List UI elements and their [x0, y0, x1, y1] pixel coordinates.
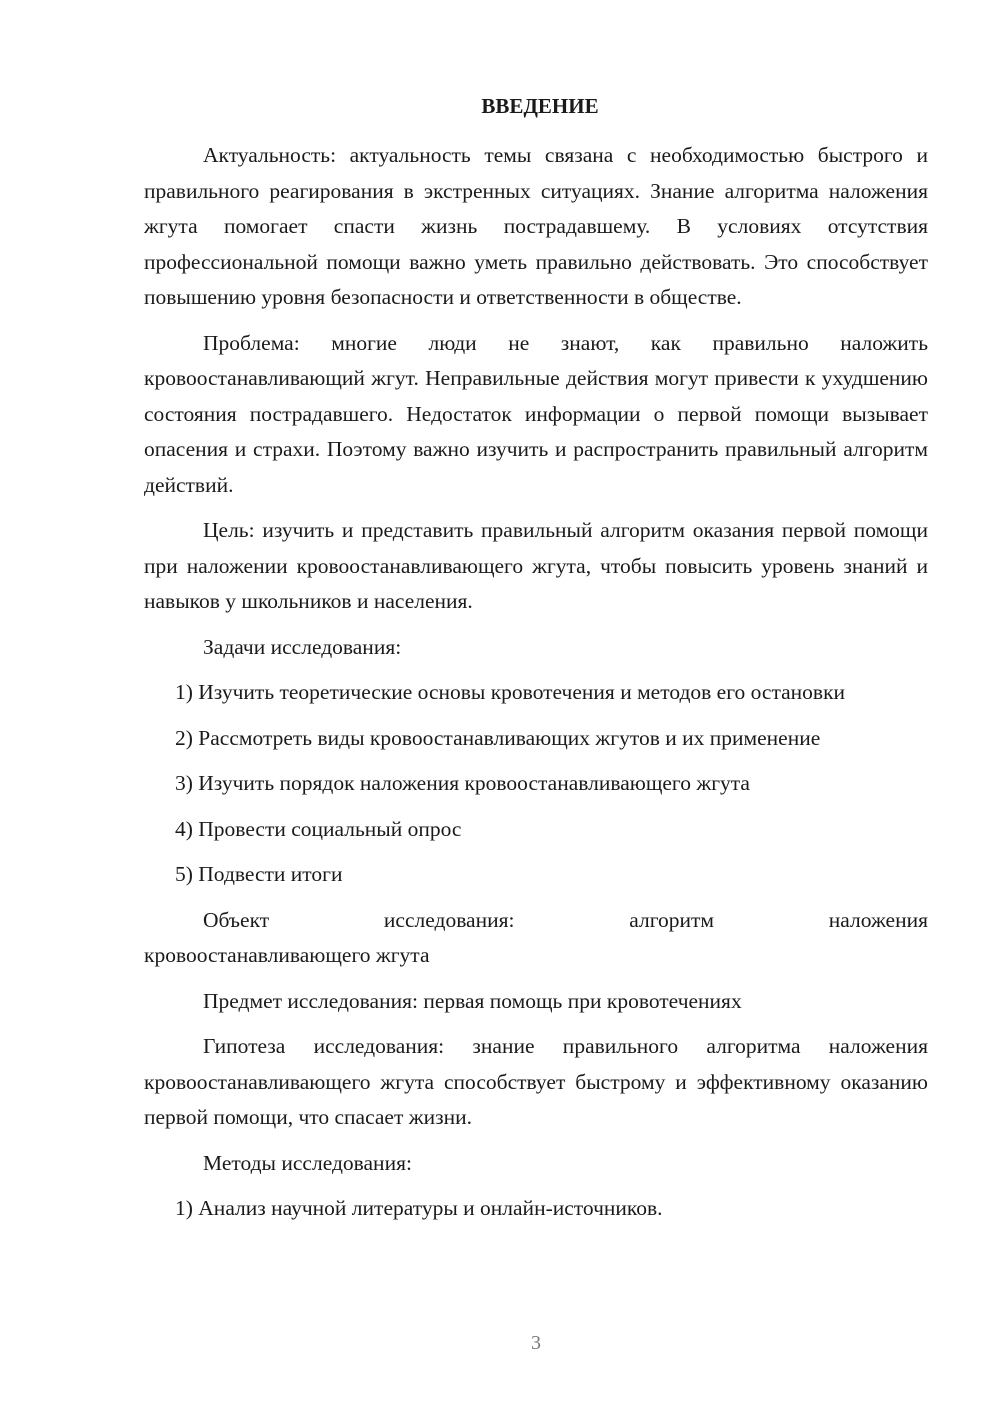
hypothesis-paragraph: Гипотеза исследования: знание правильного алгоритма наложения кровоостанавливающего жгута способствует быстрому и эффективному оказанию первой помощи, что спасает жизни. [144, 1034, 928, 1129]
task-item: 1) Изучить теоретические основы кровотечения и методов его остановки [175, 680, 846, 704]
object-word: наложения [828, 907, 928, 932]
problem-paragraph: Проблема: многие люди не знают, как правильно наложить кровоостанавливающий жгут. Неправильные действия могут привести к ухудшению состояния пострадавшего. Недостаток информации о первой помощи вызывает опасения и страхи. Поэтому важно изучить и распространить правильный алгоритм действий. [144, 330, 928, 497]
relevance-paragraph: Актуальность: актуальность темы связана с необходимостью быстрого и правильного реагирования в экстренных ситуациях. Знание алгоритма наложения жгута помогает спасти жизнь пострадавшему. В условиях отсутствия профессиональной помощи важно уметь правильно действовать. Это способствует повышению уровня безопасности и ответственности в обществе. [144, 143, 928, 309]
methods-heading: Методы исследования: [203, 1150, 412, 1175]
task-item: 4) Провести социальный опрос [175, 816, 462, 841]
task-item: 2) Рассмотреть виды кровоостанавливающих жгутов и их применение [175, 725, 821, 750]
goal-paragraph: Цель: изучить и представить правильный алгоритм оказания первой помощи при наложении кровоостанавливающего жгута, чтобы повысить уровень знаний и навыков у школьников и населения. [144, 518, 928, 613]
object-word: исследования: [383, 907, 515, 932]
task-item: 3) Изучить порядок наложения кровоостанавливающего жгута [175, 771, 750, 795]
object-continuation: кровоостанавливающего жгута [144, 943, 430, 967]
section-title: ВВЕДЕНИЕ [481, 94, 599, 118]
object-word: Объект [203, 907, 270, 932]
tasks-heading: Задачи исследования: [203, 634, 402, 659]
document-page [144, 92, 928, 1237]
task-item: 5) Подвести итоги [175, 862, 343, 886]
subject-paragraph: Предмет исследования: первая помощь при кровотечениях [203, 988, 742, 1013]
object-line [144, 903, 928, 939]
page-number: 3 [531, 1332, 541, 1354]
method-item: 1) Анализ научной литературы и онлайн-источников. [175, 1196, 663, 1220]
object-word: алгоритм [629, 907, 715, 932]
